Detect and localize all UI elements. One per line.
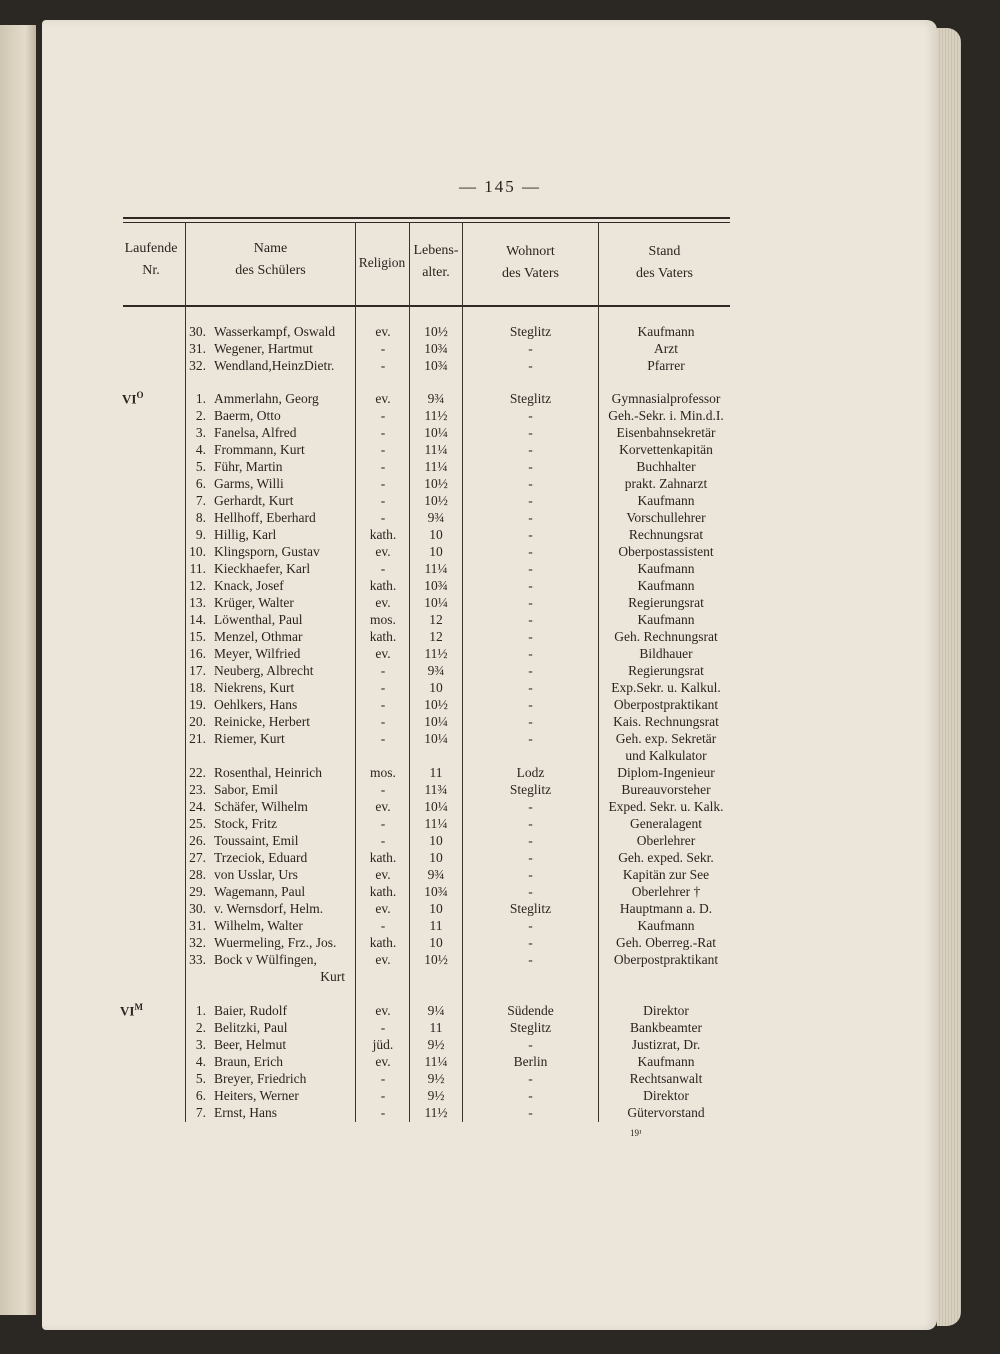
header-residence-line2: des Vaters <box>502 266 559 281</box>
top-rule <box>123 217 730 219</box>
header-name-line2: des Schülers <box>235 263 306 278</box>
cell-nr: 25. <box>189 816 206 831</box>
cell-job: Korvettenkapitän <box>619 442 713 457</box>
header-nr-line2: Nr. <box>142 263 160 278</box>
cell-rel: - <box>380 510 386 525</box>
cell-name: Ernst, Hans <box>214 1105 277 1120</box>
cell-job: Hauptmann a. D. <box>619 901 713 916</box>
cell-rel: mos. <box>370 612 396 627</box>
cell-name: Löwenthal, Paul <box>214 612 303 627</box>
cell-town: Steglitz <box>509 901 552 916</box>
cell-town: - <box>528 595 533 610</box>
cell-nr: 2. <box>195 408 206 423</box>
class-label-vim-sup: M <box>134 1002 143 1012</box>
cell-nr: 17. <box>189 663 206 678</box>
cell-town: - <box>528 850 533 865</box>
header-age-line1: Lebens- <box>413 243 459 258</box>
cell-rel: ev. <box>375 867 391 882</box>
cell-nr: 2. <box>195 1020 206 1035</box>
cell-rel: ev. <box>375 544 391 559</box>
cell-name: Reinicke, Herbert <box>214 714 310 729</box>
cell-rel: ev. <box>375 901 391 916</box>
cell-name: Wagemann, Paul <box>214 884 306 899</box>
cell-job: Oberpostassistent <box>618 544 714 559</box>
cell-rel: ev. <box>375 324 391 339</box>
left-page-edge <box>0 25 36 1315</box>
cell-nr: 18. <box>189 680 206 695</box>
cell-rel: ev. <box>375 952 391 967</box>
cell-town: - <box>528 1037 533 1052</box>
cell-name: Baerm, Otto <box>214 408 281 423</box>
cell-rel: ev. <box>375 1003 391 1018</box>
cell-nr: 8. <box>195 510 206 525</box>
cell-name: Krüger, Walter <box>214 595 294 610</box>
cell-town: Steglitz <box>509 782 552 797</box>
cell-rel: kath. <box>369 629 397 644</box>
cell-job: Vorschullehrer <box>626 510 706 525</box>
cell-nr: 30. <box>189 901 206 916</box>
cell-job: Buchhalter <box>636 459 696 474</box>
cell-nr: 27. <box>189 850 206 865</box>
cell-rel: ev. <box>375 646 391 661</box>
cell-name: Wegener, Hartmut <box>214 341 313 356</box>
cell-nr: 6. <box>195 476 206 491</box>
cell-rel: - <box>380 731 386 746</box>
cell-rel: ev. <box>375 391 391 406</box>
cell-town: - <box>528 544 533 559</box>
cell-job: Oberpostpraktikant <box>613 697 719 712</box>
cell-job: Diplom-Ingenieur <box>617 765 715 780</box>
cell-rel: jüd. <box>372 1037 394 1052</box>
cell-town: - <box>528 646 533 661</box>
cell-age: 10½ <box>424 952 448 967</box>
cell-rel: - <box>380 358 386 373</box>
cell-nr: 3. <box>195 1037 206 1052</box>
cell-rel: kath. <box>369 935 397 950</box>
cell-job: Bankbeamter <box>630 1020 702 1035</box>
cell-age: 9½ <box>427 1071 445 1086</box>
cell-name: Schäfer, Wilhelm <box>214 799 308 814</box>
cell-name: von Usslar, Urs <box>214 867 298 882</box>
cell-name: Rosenthal, Heinrich <box>214 765 322 780</box>
cell-town: - <box>528 561 533 576</box>
cell-name: Sabor, Emil <box>214 782 278 797</box>
cell-town: Berlin <box>513 1054 548 1069</box>
cell-rel: - <box>380 442 386 457</box>
cell-job: prakt. Zahnarzt <box>624 476 708 491</box>
cell-age: 11 <box>429 765 443 780</box>
cell-rel: kath. <box>369 884 397 899</box>
class-label-vim <box>120 1002 143 1019</box>
cell-nr: 1. <box>195 391 206 406</box>
cell-name: Wendland,HeinzDietr. <box>214 358 335 373</box>
cell-job: Exp.Sekr. u. Kalkul. <box>611 680 721 695</box>
cell-nr: 33. <box>189 952 206 967</box>
cell-rel: - <box>380 680 386 695</box>
cell-nr: 32. <box>189 358 206 373</box>
cell-rel: - <box>380 697 386 712</box>
cell-job: Gymnasialprofessor <box>611 391 721 406</box>
cell-age: 10½ <box>424 493 448 508</box>
cell-rel: - <box>380 663 386 678</box>
class-label-vio-sup: O <box>136 390 144 400</box>
cell-age: 9¼ <box>427 1003 445 1018</box>
cell-job: Geh. Rechnungsrat <box>614 629 718 644</box>
cell-name: Belitzki, Paul <box>214 1020 288 1035</box>
cell-age: 10 <box>429 833 443 848</box>
cell-rel: - <box>380 1105 386 1120</box>
cell-nr: 24. <box>189 799 206 814</box>
cell-nr: 16. <box>189 646 206 661</box>
cell-age: 9½ <box>427 1037 445 1052</box>
cell-nr: 7. <box>195 1105 206 1120</box>
cell-rel: kath. <box>369 850 397 865</box>
cell-age: 11½ <box>424 1105 448 1120</box>
cell-age: 10 <box>429 544 443 559</box>
cell-town: Steglitz <box>509 391 552 406</box>
cell-age: 12 <box>429 612 443 627</box>
cell-job: Regierungsrat <box>628 663 704 678</box>
cell-age: 9¾ <box>427 867 445 882</box>
cell-job: Kapitän zur See <box>622 867 710 882</box>
cell-nr: 28. <box>189 867 206 882</box>
cell-town: - <box>528 918 533 933</box>
cell-nr: 6. <box>195 1088 206 1103</box>
cell-rel: - <box>380 1088 386 1103</box>
cell-age: 9¾ <box>427 510 445 525</box>
class-label-vim-text: VI <box>120 1003 135 1019</box>
cell-name: Garms, Willi <box>214 476 284 491</box>
cell-nr: 23. <box>189 782 206 797</box>
cell-name: Neuberg, Albrecht <box>214 663 314 678</box>
cell-age: 10¾ <box>424 884 448 899</box>
cell-job: Kaufmann <box>637 1054 695 1069</box>
cell-job: Eisenbahnsekretär <box>616 425 716 440</box>
class-label-vio <box>122 390 143 407</box>
cell-rel: ev. <box>375 799 391 814</box>
cell-nr: 21. <box>189 731 206 746</box>
cell-nr: 3. <box>195 425 206 440</box>
cell-nr: 4. <box>195 1054 206 1069</box>
cell-nr: 20. <box>189 714 206 729</box>
cell-nr: 9. <box>195 527 206 542</box>
cell-job: Bureauvorsteher <box>621 782 711 797</box>
cell-name: Menzel, Othmar <box>214 629 303 644</box>
cell-job: Regierungsrat <box>628 595 704 610</box>
cell-age: 11½ <box>424 408 448 423</box>
cell-age: 11 <box>429 1020 443 1035</box>
header-residence <box>463 241 598 285</box>
cell-nr: 31. <box>189 918 206 933</box>
cell-name: Riemer, Kurt <box>214 731 285 746</box>
cell-nr: 4. <box>195 442 206 457</box>
cell-nr: 11. <box>189 561 206 576</box>
cell-job: Generalagent <box>630 816 702 831</box>
printer-signature: 19¹ <box>630 1128 642 1138</box>
cell-name: Hillig, Karl <box>214 527 277 542</box>
cell-town: - <box>528 799 533 814</box>
cell-town: - <box>528 476 533 491</box>
page-number: — 145 — <box>459 177 541 196</box>
cell-rel: - <box>380 408 386 423</box>
cell-town: - <box>528 663 533 678</box>
header-name-line1: Name <box>253 241 288 256</box>
cell-age: 10½ <box>424 476 448 491</box>
cell-name: Frommann, Kurt <box>214 442 305 457</box>
cell-town: - <box>528 935 533 950</box>
cell-job: Oberlehrer † <box>631 884 701 899</box>
cell-age: 9¾ <box>427 391 445 406</box>
cell-age: 10½ <box>424 697 448 712</box>
cell-age: 12 <box>429 629 443 644</box>
cell-nr: 19. <box>189 697 206 712</box>
cell-nr: 5. <box>195 459 206 474</box>
cell-name: Gerhardt, Kurt <box>214 493 294 508</box>
cell-age: 11¾ <box>424 782 448 797</box>
cell-age: 11¼ <box>424 1054 448 1069</box>
cell-age: 9¾ <box>427 663 445 678</box>
cell-nr: 1. <box>195 1003 206 1018</box>
header-bottom-rule <box>123 305 730 307</box>
cell-name: Fanelsa, Alfred <box>214 425 297 440</box>
cell-town: - <box>528 867 533 882</box>
cell-nr: 32. <box>189 935 206 950</box>
cell-job: Kais. Rechnungsrat <box>613 714 719 729</box>
cell-town: - <box>528 697 533 712</box>
cell-age: 10 <box>429 901 443 916</box>
cell-job: Rechtsanwalt <box>629 1071 703 1086</box>
cell-town: - <box>528 1071 533 1086</box>
cell-rel: kath. <box>369 527 397 542</box>
cell-name: Ammerlahn, Georg <box>214 391 319 406</box>
cell-town: - <box>528 612 533 627</box>
cell-nr: 29. <box>189 884 206 899</box>
cell-age: 10 <box>429 527 443 542</box>
cell-town: - <box>528 442 533 457</box>
cell-job: Kaufmann <box>637 578 695 593</box>
cell-age: 10¾ <box>424 358 448 373</box>
header-occupation-line2: des Vaters <box>636 266 693 281</box>
cell-town: Steglitz <box>509 324 552 339</box>
cell-nr: 7. <box>195 493 206 508</box>
cell-town: - <box>528 680 533 695</box>
cell-age: 10¾ <box>424 341 448 356</box>
cell-job: Geh. Oberreg.-Rat <box>615 935 717 950</box>
cell-name: Oehlkers, Hans <box>214 697 298 712</box>
cell-job: Bildhauer <box>639 646 693 661</box>
cell-age: 10½ <box>424 324 448 339</box>
cell-job: Kaufmann <box>637 561 695 576</box>
header-residence-line1: Wohnort <box>506 244 555 259</box>
cell-name: Baier, Rudolf <box>214 1003 287 1018</box>
cell-rel: kath. <box>369 578 397 593</box>
cell-job: Gütervorstand <box>627 1105 705 1120</box>
cell-nr: 22. <box>189 765 206 780</box>
cell-name: Hellhoff, Eberhard <box>214 510 316 525</box>
cell-name: Wilhelm, Walter <box>214 918 303 933</box>
cell-rel: - <box>380 561 386 576</box>
cell-rel: - <box>380 833 386 848</box>
cell-name: Knack, Josef <box>214 578 284 593</box>
cell-job-continued: und Kalkulator <box>625 748 707 763</box>
header-nr-line1: Laufende <box>124 241 178 256</box>
cell-rel: - <box>380 493 386 508</box>
cell-nr: 26. <box>189 833 206 848</box>
cell-nr: 31. <box>189 341 206 356</box>
header-religion: Religion <box>358 255 406 270</box>
page-stack-edge <box>937 28 961 1326</box>
cell-town: Südende <box>507 1003 554 1018</box>
cell-rel: - <box>380 1020 386 1035</box>
cell-town: - <box>528 510 533 525</box>
header-name <box>186 238 355 282</box>
cell-name: Wasserkampf, Oswald <box>214 324 336 339</box>
cell-job: Justizrat, Dr. <box>631 1037 701 1052</box>
cell-rel: - <box>380 714 386 729</box>
cell-name: Braun, Erich <box>214 1054 283 1069</box>
cell-rel: - <box>380 476 386 491</box>
cell-town: - <box>528 578 533 593</box>
cell-name: Kieckhaefer, Karl <box>214 561 311 576</box>
cell-age: 10¼ <box>424 731 448 746</box>
cell-town: - <box>528 527 533 542</box>
cell-rel: ev. <box>375 1054 391 1069</box>
cell-town: - <box>528 731 533 746</box>
cell-age: 11¼ <box>424 459 448 474</box>
cell-town: - <box>528 629 533 644</box>
cell-job: Kaufmann <box>637 918 695 933</box>
cell-age: 11¼ <box>424 816 448 831</box>
cell-nr: 10. <box>189 544 206 559</box>
cell-rel: - <box>380 782 386 797</box>
cell-name: Heiters, Werner <box>214 1088 299 1103</box>
header-age <box>410 240 462 284</box>
cell-town: - <box>528 459 533 474</box>
cell-job: Rechnungsrat <box>628 527 704 542</box>
cell-town: Steglitz <box>509 1020 552 1035</box>
cell-age: 10¼ <box>424 425 448 440</box>
cell-job: Direktor <box>643 1003 689 1018</box>
cell-nr: 12. <box>189 578 206 593</box>
cell-name-continued: Kurt <box>320 969 345 984</box>
header-occupation-line1: Stand <box>648 244 681 259</box>
cell-rel: - <box>380 918 386 933</box>
cell-age: 10¼ <box>424 714 448 729</box>
cell-job: Pfarrer <box>647 358 685 373</box>
cell-job: Geh.-Sekr. i. Min.d.I. <box>608 408 724 423</box>
cell-age: 10 <box>429 935 443 950</box>
cell-job: Direktor <box>643 1088 689 1103</box>
cell-job: Oberpostpraktikant <box>613 952 719 967</box>
cell-name: Beer, Helmut <box>214 1037 287 1052</box>
cell-age: 10¼ <box>424 595 448 610</box>
cell-name: v. Wernsdorf, Helm. <box>214 901 324 916</box>
cell-town: - <box>528 1088 533 1103</box>
cell-age: 10¾ <box>424 578 448 593</box>
cell-town: - <box>528 425 533 440</box>
cell-job: Arzt <box>654 341 678 356</box>
cell-job: Oberlehrer <box>636 833 696 848</box>
cell-name: Wuermeling, Frz., Jos. <box>214 935 337 950</box>
cell-age: 9½ <box>427 1088 445 1103</box>
cell-name: Meyer, Wilfried <box>214 646 301 661</box>
cell-nr: 15. <box>189 629 206 644</box>
cell-rel: mos. <box>370 765 396 780</box>
header-age-line2: alter. <box>422 265 450 280</box>
cell-rel: - <box>380 1071 386 1086</box>
cell-rel: - <box>380 459 386 474</box>
top-rule-thin <box>123 222 730 223</box>
cell-name: Breyer, Friedrich <box>214 1071 307 1086</box>
cell-town: - <box>528 884 533 899</box>
cell-town: - <box>528 358 533 373</box>
cell-age: 11¼ <box>424 442 448 457</box>
cell-nr: 5. <box>195 1071 206 1086</box>
cell-job: Kaufmann <box>637 324 695 339</box>
cell-name: Trzeciok, Eduard <box>214 850 308 865</box>
cell-nr: 30. <box>189 324 206 339</box>
cell-town: - <box>528 493 533 508</box>
cell-age: 11¼ <box>424 561 448 576</box>
cell-town: Lodz <box>516 765 545 780</box>
cell-name: Niekrens, Kurt <box>214 680 295 695</box>
cell-town: - <box>528 816 533 831</box>
cell-town: - <box>528 341 533 356</box>
cell-age: 11½ <box>424 646 448 661</box>
cell-job: Geh. exped. Sekr. <box>618 850 714 865</box>
cell-name: Bock v Wülfingen, <box>214 952 317 967</box>
cell-town: - <box>528 1105 533 1120</box>
cell-age: 10¼ <box>424 799 448 814</box>
cell-name: Klingsporn, Gustav <box>214 544 320 559</box>
cell-job: Geh. exp. Sekretär <box>615 731 717 746</box>
cell-town: - <box>528 952 533 967</box>
cell-name: Führ, Martin <box>214 459 283 474</box>
cell-nr: 13. <box>189 595 206 610</box>
cell-rel: - <box>380 425 386 440</box>
cell-town: - <box>528 714 533 729</box>
class-label-vio-text: VI <box>122 391 137 407</box>
cell-rel: - <box>380 816 386 831</box>
cell-nr: 14. <box>189 612 206 627</box>
header-nr <box>118 238 184 282</box>
cell-age: 10 <box>429 680 443 695</box>
cell-age: 10 <box>429 850 443 865</box>
cell-name: Toussaint, Emil <box>214 833 299 848</box>
cell-rel: ev. <box>375 595 391 610</box>
cell-town: - <box>528 833 533 848</box>
cell-name: Stock, Fritz <box>214 816 277 831</box>
cell-job: Exped. Sekr. u. Kalk. <box>608 799 724 814</box>
cell-rel: - <box>380 341 386 356</box>
cell-job: Kaufmann <box>637 612 695 627</box>
cell-age: 11 <box>429 918 443 933</box>
header-occupation <box>599 241 730 285</box>
cell-town: - <box>528 408 533 423</box>
cell-job: Kaufmann <box>637 493 695 508</box>
